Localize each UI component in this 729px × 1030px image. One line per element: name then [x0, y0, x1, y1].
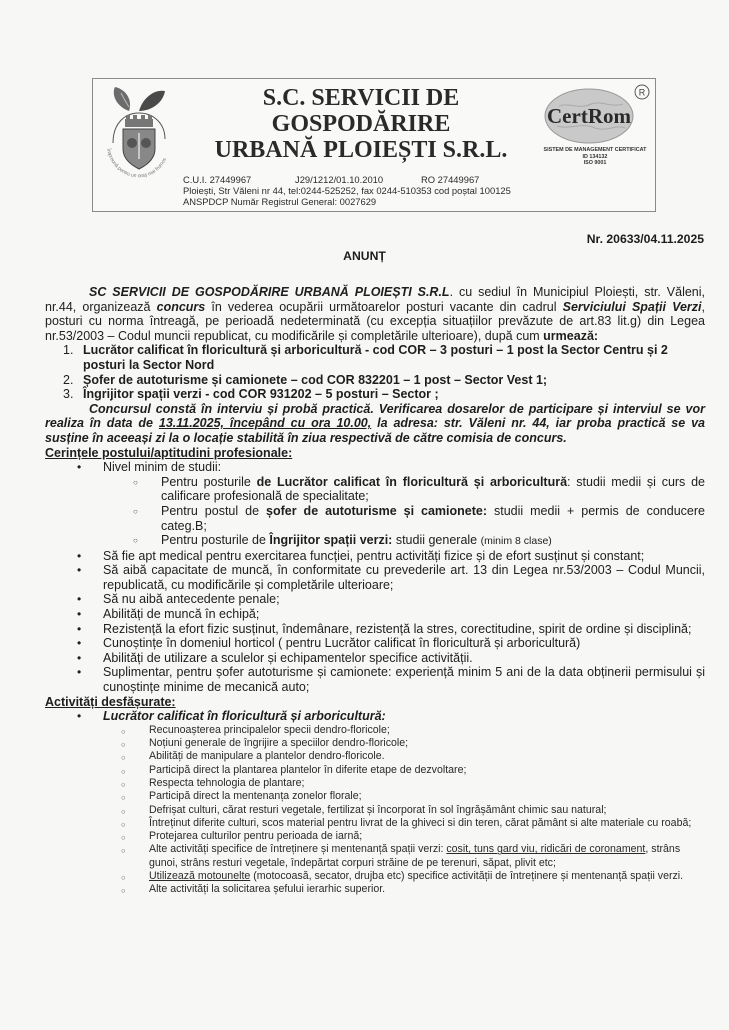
requirement-item: • Abilități de utilizare a sculelor și echipamentelor specifice activității. — [103, 651, 705, 666]
activity-item: ○ Alte activități la solicitarea șefului ierarhic superior. — [149, 883, 705, 896]
activity-text: , strâns gunoi, strâns resturi vegetale, îndepărtat corpuri străine de pe terenuri, săpat, plivit etc; — [149, 843, 681, 869]
cert-line-1: SISTEM DE MANAGEMENT CERTIFICAT — [543, 147, 647, 153]
intro-text-1: . cu sediul în Municipiul Ploiești, str. Văleni, nr.44, organizează — [45, 285, 705, 314]
registered-mark-icon: R — [638, 87, 646, 98]
activity-group-title: Lucrător calificat în floricultură și arboricultură: — [103, 709, 386, 724]
post-number: 1. — [63, 343, 74, 358]
company-anspdcp: ANSPDCP Număr Registrul General: 0027629 — [183, 196, 377, 207]
company-name — [183, 85, 539, 163]
company-name-line1: S.C. SERVICII DE GOSPODĂRIRE — [262, 85, 460, 137]
education-item — [161, 504, 705, 533]
post-number: 3. — [63, 387, 74, 402]
certification-text — [539, 147, 651, 167]
certrom-name: CertRom — [547, 104, 631, 128]
activity-text: (motocoasă, secator, drujba etc) specifice activității de întreținere și mentenanță spații verzi. — [250, 870, 684, 883]
company-details — [183, 174, 539, 207]
intro-company: SC SERVICII DE GOSPODĂRIRE URBANĂ PLOIEȘTI S.R.L — [89, 285, 450, 299]
document-number: Nr. 20633/04.11.2025 — [586, 232, 704, 246]
requirements-heading: Cerințele postului/aptitudini profesionale: — [45, 445, 293, 460]
contest-text-2: la adresa: str. Văleni nr. 44, iar proba practică se va susține în aceeași zi la o locație stabilită în ziua respectivă de către comisia de concurs. — [45, 416, 705, 445]
requirement-item: • Să aibă capacitate de muncă, în conformitate cu prevederile art. 13 din Legea nr.53/2003 – Codul Muncii, republicată, cu modificările și completările ulterioare; — [103, 563, 705, 592]
education-label: Nivel minim de studii: — [103, 460, 222, 475]
education-note: (minim 8 clase) — [480, 535, 552, 548]
education-prefix: Pentru posturile — [161, 474, 257, 489]
requirement-item: • Cunoștințe în domeniul horticol ( pentru Lucrător calificat în floricultură și arboricultură) — [103, 636, 705, 651]
intro-service: Serviciului Spații Verzi — [562, 299, 702, 314]
post-item — [63, 387, 705, 402]
post-text: Lucrător calificat în floricultură și arboricultură - cod COR – 3 posturi – 1 post la Sector Centru și 2 posturi la Sector Nord — [83, 343, 668, 372]
company-logo — [99, 83, 179, 183]
activity-item: ○ Participă direct la plantarea plantelor în diferite etape de dezvoltare; — [149, 764, 705, 777]
activity-text: Alte activități specifice de întreținere și mentenanță spații verzi: — [149, 843, 447, 856]
education-requirement: : studii medii și curs de calificare profesională de specialitate; — [161, 474, 705, 504]
education-requirement: studii medii + permis de conducere categ.B; — [161, 503, 705, 533]
activities-heading: Activități desfășurate: — [45, 694, 176, 709]
cert-line-2: ID 134132 — [582, 153, 608, 160]
logo-motto: Împreună pentru un oraș mai frumos — [105, 148, 168, 180]
activity-item: ○ Protejarea culturilor pentru perioada de iarnă; — [149, 830, 705, 843]
activity-highlight: Utilizează motounelte — [149, 870, 251, 883]
activity-item: ○ Întreținut diferite culturi, scos material pentru livrat de la ghiveci si din teren, cărat pământ si alte materiale cu roabă; — [149, 817, 705, 830]
education-item — [161, 533, 705, 549]
company-cui: C.U.I. 27449967 — [183, 174, 252, 185]
post-text: Șofer de autoturisme și camionete – cod COR 832201 – 1 post – Sector Vest 1; — [83, 372, 548, 387]
coat-of-arms-icon — [99, 83, 179, 183]
activity-item: ○ Abilități de manipulare a plantelor dendro-floricole. — [149, 750, 705, 763]
activity-group — [103, 709, 705, 896]
document-title: ANUNȚ — [343, 249, 386, 263]
activity-item: ○ Recunoașterea principalelor specii dendro-floricole; — [149, 724, 705, 737]
certrom-logo — [539, 83, 651, 167]
post-item — [63, 343, 705, 372]
education-prefix: Pentru posturile de — [161, 533, 270, 548]
activity-item: ○ Noțiuni generale de îngrijire a speciilor dendro-floricole; — [149, 737, 705, 750]
requirement-item: • Suplimentar, pentru șofer autoturisme și camionete: experiență minim 5 ani de la data obținerii permisului și cunoștințe minime de mecanică auto; — [103, 665, 705, 694]
education-list — [103, 475, 705, 549]
education-post: de Lucrător calificat în floricultură și arboricultură — [256, 474, 568, 489]
activity-item: ○ Defrișat culturi, cărat resturi vegetale, fertilizat și încorporat în sol îngrășământ chimic sau natural; — [149, 804, 705, 817]
post-text: Îngrijitor spații verzi - cod COR 931202 – 5 posturi – Sector ; — [83, 387, 439, 402]
requirement-item: • Rezistență la efort fizic susținut, îndemânare, rezistență la stres, corectitudine, spirit de ordine și disciplină; — [103, 622, 705, 637]
post-item — [63, 372, 705, 388]
education-prefix: Pentru postul de — [161, 503, 267, 518]
cert-line-3: ISO 9001 — [583, 160, 607, 166]
activity-highlight: cosit, tuns gard viu, ridicări de coronament — [446, 843, 646, 856]
requirement-item: • Abilități de muncă în echipă; — [103, 607, 705, 622]
announcement-body — [45, 285, 705, 897]
education-post: șofer de autoturisme și camionete: — [266, 503, 488, 518]
contest-date: 13.11.2025, începând cu ora 10.00, — [158, 416, 372, 431]
activity-item — [149, 843, 705, 870]
activity-item: ○ Respecta tehnologia de plantare; — [149, 777, 705, 790]
requirements-list — [45, 460, 705, 695]
intro-text-3: , posturi cu norma întreagă, pe perioadă nedeterminată (cu excepția situațiilor prevăzute de art.83 lit.g) din Legea nr.53/2003 – Codul muncii republicat, cu modificările și completările ulterioare), după cum — [45, 299, 705, 343]
company-reg-number: J29/1212/01.10.2010 — [295, 174, 384, 185]
intro-concurs: concurs — [156, 299, 206, 314]
intro-paragraph — [45, 285, 705, 343]
certification-badge-icon — [539, 83, 651, 145]
post-number: 2. — [63, 372, 74, 387]
activity-item — [149, 870, 705, 883]
requirement-item — [103, 460, 705, 549]
company-address: Ploiești, Str Văleni nr 44, tel:0244-525252, fax 0244-510353 cod poștal 100125 — [183, 185, 511, 196]
contest-paragraph — [45, 402, 705, 446]
activities-list — [45, 709, 705, 896]
intro-follows: urmează: — [543, 328, 599, 343]
requirement-item: • Să nu aibă antecedente penale; — [103, 592, 705, 607]
company-vat: RO 27449967 — [421, 174, 480, 185]
activity-item: ○ Participă direct la mentenanța zonelor florale; — [149, 790, 705, 803]
contest-text-1: Concursul constă în interviu și probă practică. Verificarea dosarelor de participare și interviul se vor realiza în data de — [45, 401, 705, 431]
letterhead — [92, 78, 656, 212]
letterhead-text — [179, 83, 539, 207]
activity-items — [103, 724, 705, 897]
education-item — [161, 475, 705, 504]
intro-text-2: în vederea ocupării următoarelor posturi vacante din cadrul — [205, 299, 563, 314]
education-post: Îngrijitor spații verzi: — [269, 533, 393, 548]
vacant-posts-list — [45, 343, 705, 401]
requirement-item: • Să fie apt medical pentru exercitarea funcției, pentru activități fizice și de efort susținut și constant; — [103, 549, 705, 564]
education-requirement: studii generale — [392, 533, 481, 548]
company-name-line2: URBANĂ PLOIEȘTI S.R.L. — [214, 137, 508, 163]
